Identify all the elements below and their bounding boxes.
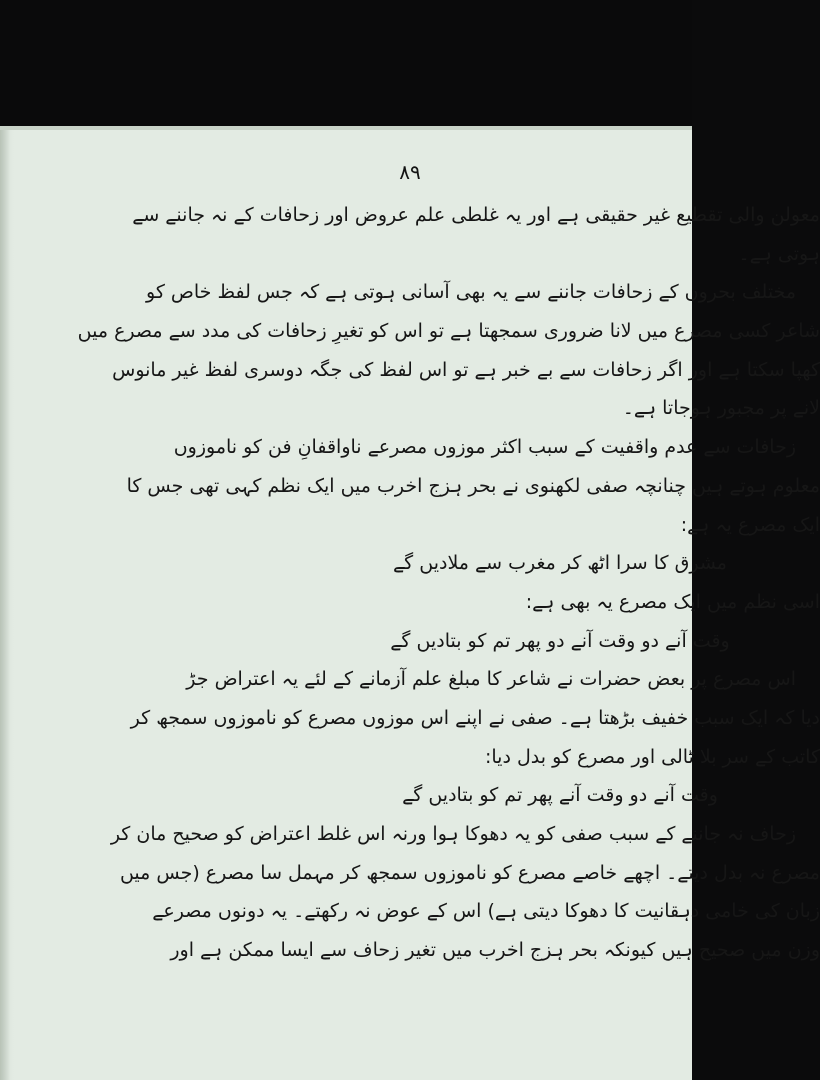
body-text: [77, 196, 820, 970]
text-line: لانے پر مجبور ہوجاتا ہے۔: [622, 397, 820, 420]
text-line: شاعر کسی مصرع میں لانا ضروری سمجھتا ہے تو اس کو تغیرِ زحافات کی مدد سے مصرع میں: [77, 320, 820, 343]
text-line: وزن میں صحیح ہیں کیونکہ بحر ہزج اخرب میں تغیر زحاف سے ایسا ممکن ہے اور: [170, 939, 820, 962]
verse-line: مشرق کا سرا اٹھ کر مغرب سے ملادیں گے: [393, 552, 727, 575]
page-gutter-shadow: [0, 130, 10, 1080]
text-line: مختلف بحروں کے زحافات جاننے سے یہ بھی آسانی ہوتی ہے کہ جس لفظ خاص کو: [146, 281, 796, 304]
text-line: زحافات سے عدم واقفیت کے سبب اکثر موزوں مصرعے ناواقفانِ فن کو ناموزوں: [173, 436, 796, 459]
text-line: اسی نظم میں ایک مصرع یہ بھی ہے:: [525, 590, 820, 613]
page-number: ۸۹: [399, 160, 421, 184]
text-line: معلوم ہوتے ہیں چنانچہ صفی لکھنوی نے بحر ہزج اخرب میں ایک نظم کہی تھی جس کا: [126, 474, 820, 497]
text-line: اس مصرع پر بعض حضرات نے شاعر کا مبلغ علم آزمانے کے لئے یہ اعتراض جڑ: [186, 668, 796, 691]
verse-line: وقت آنے دو وقت آنے پھر تم کو بتادیں گے: [402, 784, 718, 807]
text-line: ایک مصرع یہ ہے:: [680, 513, 820, 536]
text-line: دیا کہ ایک سبب خفیف بڑھتا ہے۔ صفی نے اپنے اس موزوں مصرع کو ناموزوں سمجھ کر: [130, 706, 820, 729]
text-line: زحاف نہ جاننے کے سبب صفی کو یہ دھوکا ہوا ورنہ اس غلط اعتراض کو صحیح مان کر: [110, 823, 796, 845]
text-line: ہوتی ہے۔: [738, 242, 820, 265]
page-top-edge: [0, 126, 692, 130]
dark-background: [0, 0, 692, 128]
verse-line: وقت آنے دو وقت آنے دو پھر تم کو بتادیں گے: [390, 629, 730, 652]
text-line: معولن والی تقطیع غیر حقیقی ہے اور یہ غلطی علم عروض اور زحافات کے نہ جاننے سے: [132, 204, 820, 226]
text-line: کاتب کے سر بلا ٹالی اور مصرع کو بدل دیا:: [484, 745, 820, 768]
text-line: مصرع نہ بدل دیتے۔ اچھے خاصے مصرع کو ناموزوں سمجھ کر مہمل سا مصرع (جس میں: [119, 861, 820, 884]
text-line: کھپا سکتا ہے اور اگر زحافات سے بے خبر ہے تو اس لفظ کی جگہ دوسری لفظ غیر مانوس: [112, 358, 820, 381]
text-line: زبان کی خامی دہقانیت کا دھوکا دیتی ہے) اس کے عوض نہ رکھتے۔ یہ دونوں مصرعے: [152, 900, 820, 923]
